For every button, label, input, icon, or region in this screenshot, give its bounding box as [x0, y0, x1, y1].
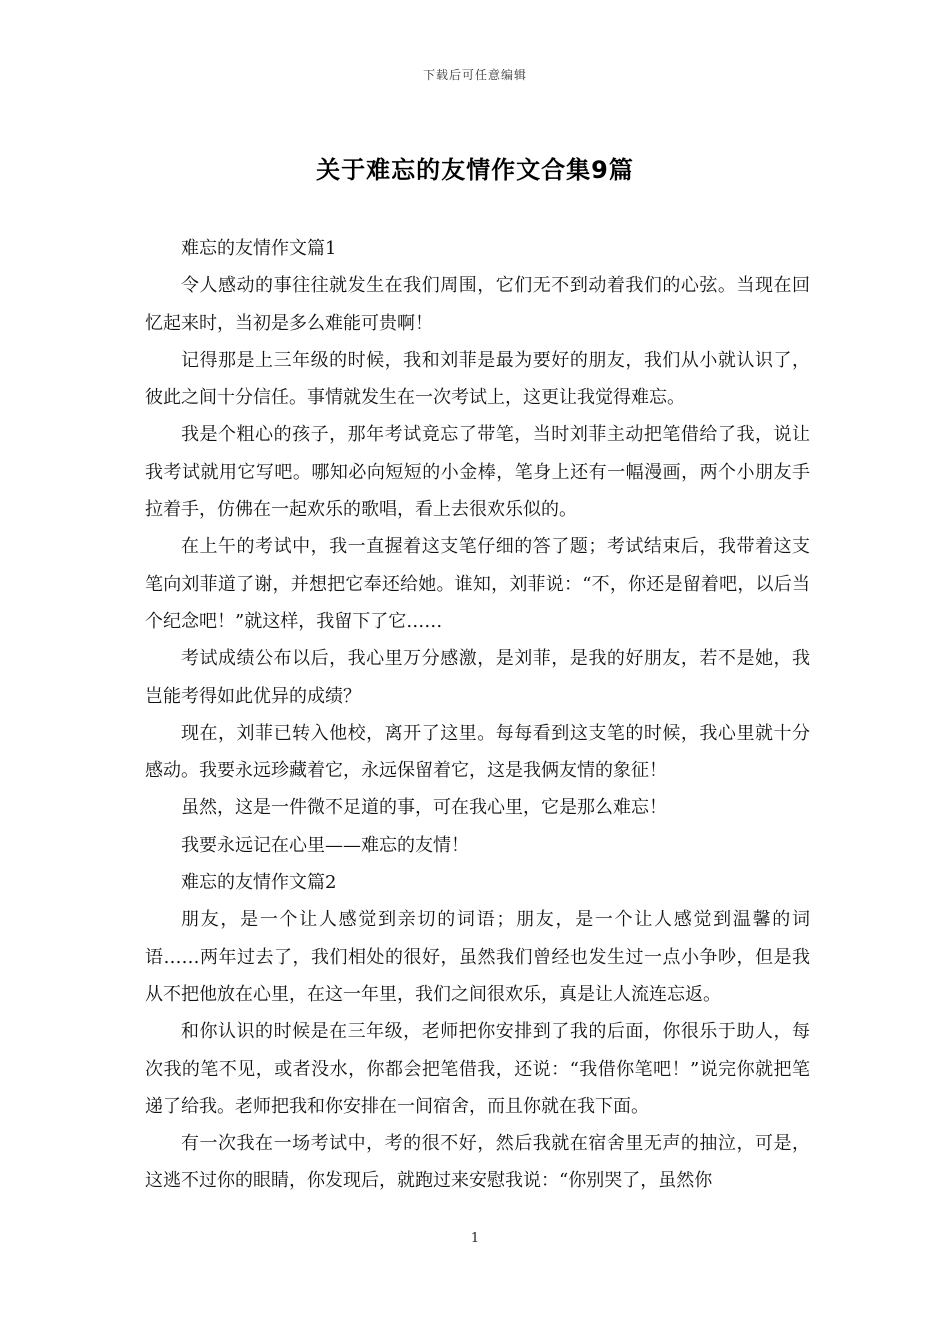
paragraph: 记得那是上三年级的时候，我和刘菲是最为要好的朋友，我们从小就认识了，彼此之间十分信任。事情就发生在一次考试上，这更让我觉得难忘。 — [145, 349, 810, 409]
header-note: 下载后可任意编辑 — [422, 68, 527, 82]
section-heading: 难忘的友情作文篇1 — [181, 238, 337, 259]
paragraph: 我是个粗心的孩子，那年考试竟忘了带笔，当时刘菲主动把笔借给了我，说让我考试就用它写吧。哪知必向短短的小金棒，笔身上还有一幅漫画，两个小朋友手拉着手，仿佛在一起欢乐的歌唱，看上去很欢乐似的。 — [145, 424, 810, 521]
paragraph: 在上午的考试中，我一直握着这支笔仔细的答了题；考试结束后，我带着这支笔向刘菲道了谢，并想把它奉还给她。谁知，刘菲说：“不，你还是留着吧，以后当个纪念吧！”就这样，我留下了它…… — [145, 536, 810, 632]
paragraph: 我要永远记在心里——难忘的友情！ — [181, 834, 469, 856]
paragraph: 和你认识的时候是在三年级，老师把你安排到了我的后面，你很乐于助人，每次我的笔不见，或者没水，你都会把笔借我，还说：“我借你笔吧！”说完你就把笔递了给我。老师把我和你安排在一间宿舍，而且你就在我下面。 — [145, 1021, 810, 1117]
section-heading: 难忘的友情作文篇2 — [181, 872, 337, 894]
page-number: 1 — [470, 1231, 480, 1246]
paragraph: 考试成绩公布以后，我心里万分感激，是刘菲，是我的好朋友，若不是她，我岂能考得如此优异的成绩？ — [145, 648, 810, 707]
document-title: 关于难忘的友情作文合集9篇 — [316, 156, 634, 184]
paragraph: 令人感动的事往往就发生在我们周围，它们无不到动着我们的心弦。当现在回忆起来时，当初是多么难能可贵啊！ — [145, 275, 810, 334]
paragraph: 有一次我在一场考试中，考的很不好，然后我就在宿舍里无声的抽泣，可是，这逃不过你的眼睛，你发现后，就跑过来安慰我说：“你别哭了，虽然你 — [145, 1133, 810, 1192]
paragraph: 朋友，是一个让人感觉到亲切的词语；朋友，是一个让人感觉到温馨的词语……两年过去了，我们相处的很好，虽然我们曾经也发生过一点小争吵，但是我从不把他放在心里，在这一年里，我们之间很欢乐，真是让人流连忘返。 — [145, 909, 810, 1005]
paragraph: 现在，刘菲已转入他校，离开了这里。每每看到这支笔的时候，我心里就十分感动。我要永远珍藏着它，永远保留着它，这是我俩友情的象征！ — [145, 722, 810, 782]
body-text — [145, 230, 810, 1200]
paragraph: 虽然，这是一件微不足道的事，可在我心里，它是那么难忘！ — [181, 797, 667, 819]
